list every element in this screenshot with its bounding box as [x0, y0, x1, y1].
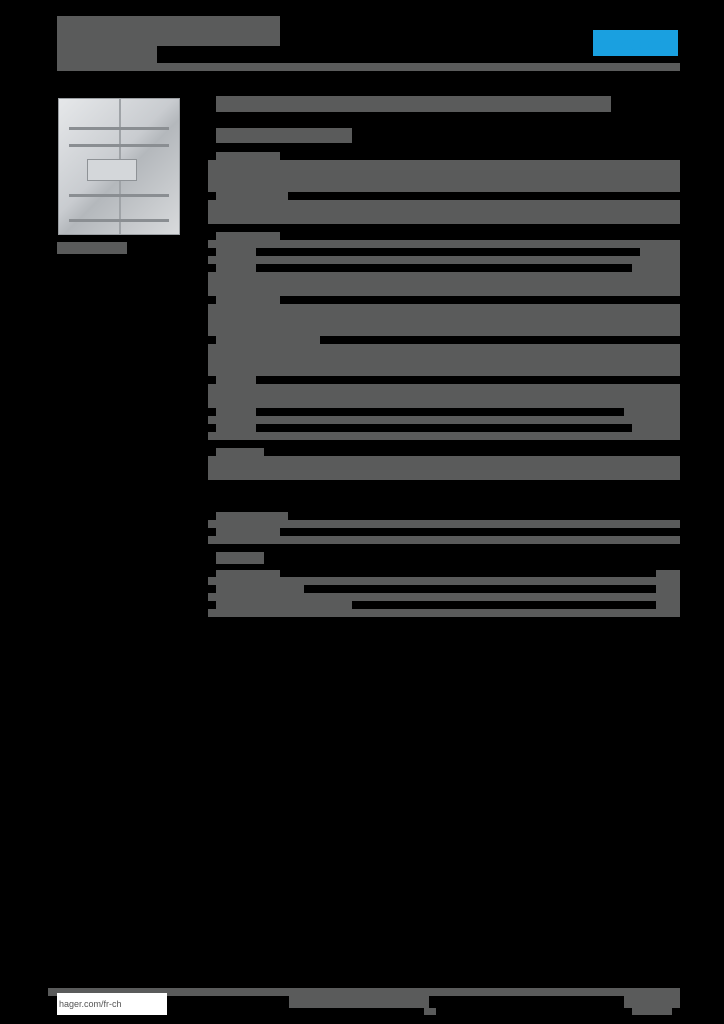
secondary-row [208, 520, 680, 528]
hager-logo: hager [593, 30, 678, 56]
rail [69, 144, 169, 147]
secondary-heading [216, 552, 264, 564]
secondary-value-col [656, 601, 680, 609]
document-title-line2 [57, 32, 280, 46]
secondary-row [208, 536, 680, 544]
document-title-line3 [57, 46, 157, 63]
spec-heading [216, 152, 280, 160]
secondary-label-col [216, 601, 352, 609]
spec-heading [216, 448, 264, 456]
spec-value-col [632, 264, 680, 272]
document-title-line1 [57, 16, 280, 32]
rail [69, 194, 169, 197]
spec-heading [216, 376, 256, 384]
secondary-heading [216, 512, 288, 520]
cover-clip [87, 159, 137, 181]
spec-row [208, 432, 680, 440]
spec-heading [216, 232, 280, 240]
spec-row [208, 344, 680, 376]
product-subheadline [216, 128, 352, 143]
secondary-row [208, 577, 680, 585]
spec-row [208, 304, 680, 336]
spec-row [208, 272, 680, 296]
spec-row [208, 416, 680, 424]
spec-value-col [632, 424, 680, 432]
spec-label-col [216, 336, 320, 344]
rail [69, 219, 169, 222]
footer-page-info [624, 996, 680, 1008]
spec-row [208, 200, 680, 224]
spec-row [208, 456, 680, 480]
image-caption [57, 242, 127, 254]
product-image [58, 98, 180, 235]
secondary-value-col [656, 585, 680, 593]
secondary-label-col [216, 585, 304, 593]
spec-label-col [216, 192, 288, 200]
spec-row [208, 160, 680, 192]
spec-row [208, 384, 680, 408]
secondary-row [208, 593, 680, 601]
spec-value-col [624, 408, 680, 416]
footer-center-text [289, 996, 429, 1008]
footer-website-link[interactable]: hager.com/fr-ch [57, 993, 167, 1015]
footer-page-info-tail [632, 1008, 672, 1015]
rail [69, 127, 169, 130]
footer-center-tail [424, 1008, 436, 1015]
spec-row [208, 256, 680, 264]
spec-value-col [640, 248, 680, 256]
spec-row [208, 240, 680, 248]
spec-heading [216, 296, 280, 304]
secondary-row [208, 609, 680, 617]
header-rule [57, 63, 680, 71]
secondary-label-col [216, 528, 280, 536]
product-headline [216, 96, 611, 112]
